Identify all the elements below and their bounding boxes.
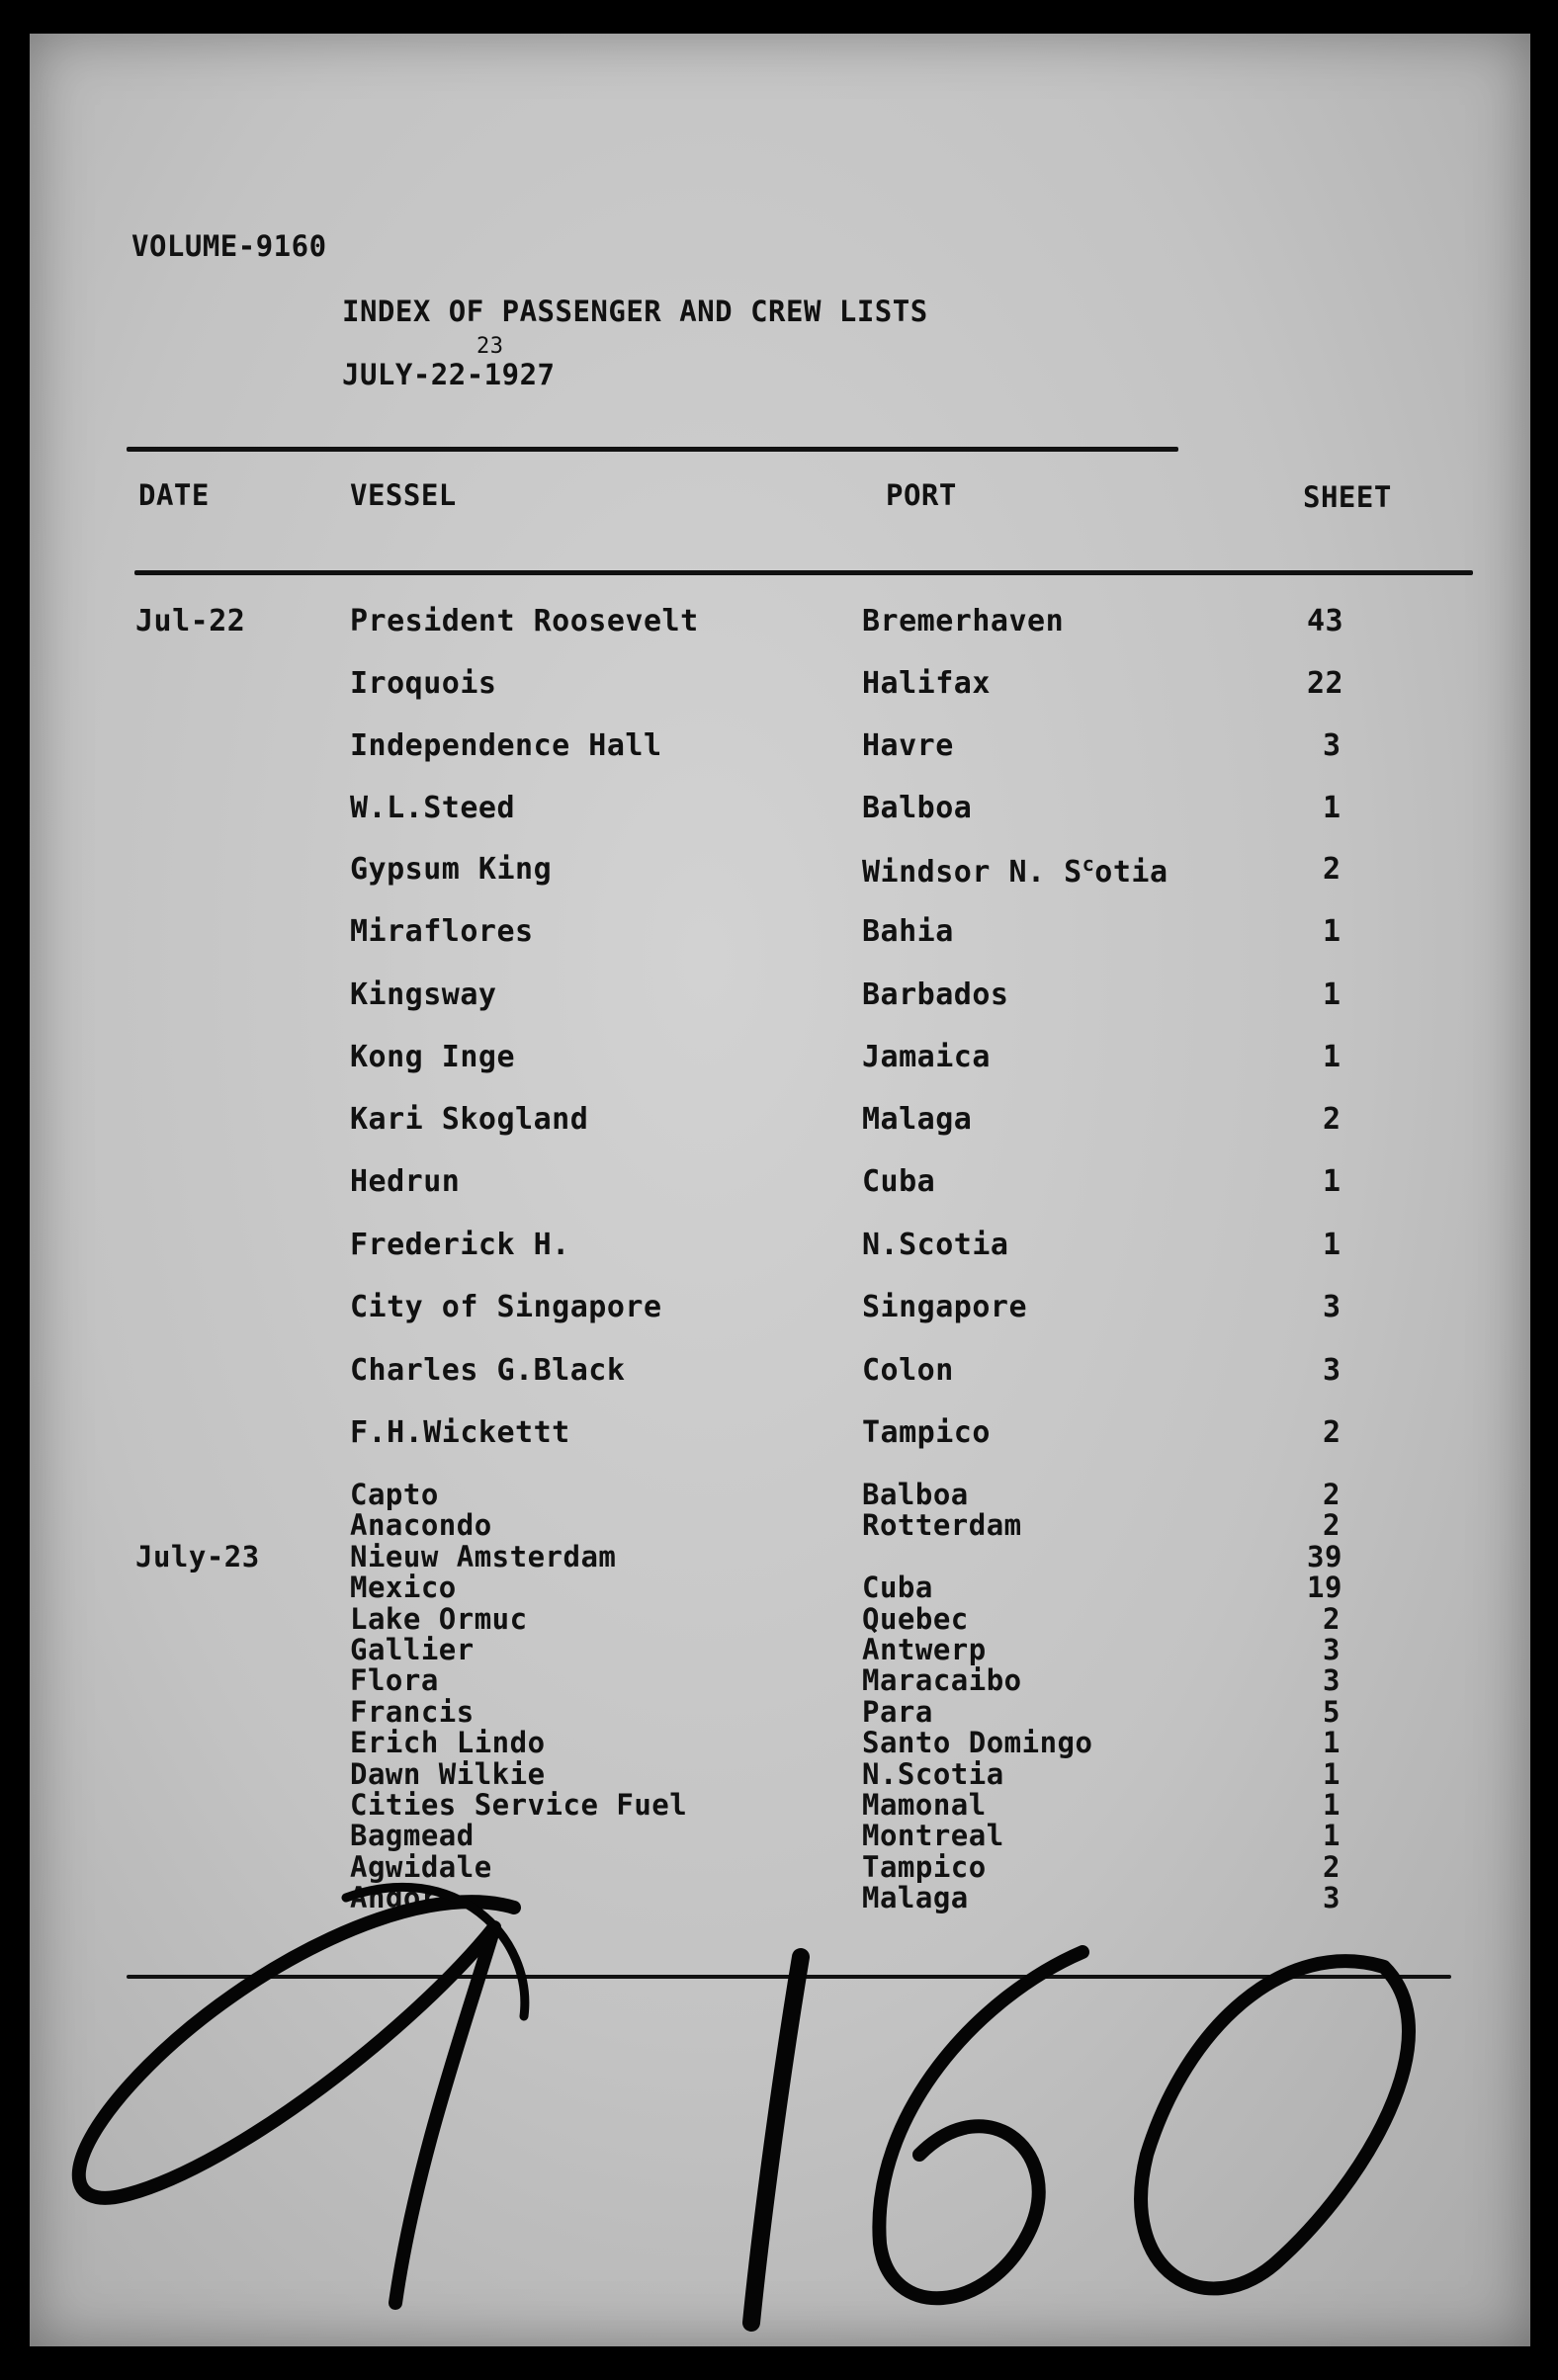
row-sheet: 2 xyxy=(1323,1601,1341,1636)
row-vessel: Cities Service Fuel xyxy=(350,1788,688,1822)
row-sheet: 3 xyxy=(1323,1633,1341,1666)
row-vessel: Capto xyxy=(350,1478,439,1511)
row-vessel: Bagmead xyxy=(350,1819,475,1853)
row-vessel: Angora xyxy=(350,1881,457,1915)
row-sheet: 19 xyxy=(1307,1571,1342,1605)
row-port: Bahia xyxy=(862,914,954,949)
date-correction: 23 xyxy=(476,334,504,359)
row-sheet: 39 xyxy=(1307,1539,1342,1573)
volume-label: VOLUME-9160 xyxy=(131,229,327,263)
row-date: July-23 xyxy=(135,1539,260,1573)
row-sheet: 2 xyxy=(1323,1508,1341,1543)
row-vessel: Lake Ormuc xyxy=(350,1601,528,1636)
row-vessel: Erich Lindo xyxy=(350,1726,546,1760)
row-sheet: 1 xyxy=(1323,1726,1341,1760)
row-port: Mamonal xyxy=(862,1788,987,1822)
row-port: Tampico xyxy=(862,1849,987,1884)
row-vessel: Mexico xyxy=(350,1571,457,1605)
row-port: Maracaibo xyxy=(862,1663,1022,1698)
row-sheet: 3 xyxy=(1323,1290,1342,1324)
row-sheet: 1 xyxy=(1323,1164,1342,1199)
document-title: INDEX OF PASSENGER AND CREW LISTS xyxy=(342,295,928,328)
row-port: Para xyxy=(862,1694,933,1729)
row-port: Windsor N. $S^cotia$ xyxy=(862,852,1168,890)
row-sheet: 1 xyxy=(1323,1228,1342,1262)
document-date: JULY-22-1927 xyxy=(342,358,556,391)
row-port: Malaga xyxy=(862,1881,969,1915)
row-vessel: Iroquois xyxy=(350,666,497,701)
row-sheet: 1 xyxy=(1323,978,1342,1012)
row-vessel: Gypsum King xyxy=(350,852,553,887)
row-sheet: 3 xyxy=(1323,728,1342,763)
row-sheet: 22 xyxy=(1307,666,1344,701)
row-vessel: F.H.Wickettt xyxy=(350,1415,570,1450)
row-sheet: 1 xyxy=(1323,914,1342,949)
row-sheet: 1 xyxy=(1323,1756,1341,1791)
row-sheet: 2 xyxy=(1323,1102,1342,1137)
row-port: Cuba xyxy=(862,1164,936,1199)
row-sheet: 1 xyxy=(1323,791,1342,825)
row-vessel: Kong Inge xyxy=(350,1040,516,1074)
row-port: N.Scotia xyxy=(862,1228,1009,1262)
row-vessel: Agwidale xyxy=(350,1849,492,1884)
row-port: Barbados xyxy=(862,978,1009,1012)
row-sheet: 3 xyxy=(1323,1881,1341,1915)
row-port: Singapore xyxy=(862,1290,1028,1324)
row-port: Balboa xyxy=(862,1478,969,1511)
row-vessel: Francis xyxy=(350,1694,475,1729)
row-sheet: 5 xyxy=(1323,1694,1341,1729)
row-sheet: 2 xyxy=(1323,852,1342,887)
row-date: Jul-22 xyxy=(135,604,246,638)
row-port: Bremerhaven xyxy=(862,604,1065,638)
row-vessel: Anacondo xyxy=(350,1508,492,1543)
row-vessel: City of Singapore xyxy=(350,1290,662,1324)
row-port: Havre xyxy=(862,728,954,763)
top-rule xyxy=(127,447,1178,452)
row-sheet: 43 xyxy=(1307,604,1344,638)
row-port: N.Scotia xyxy=(862,1756,1004,1791)
column-header-port: PORT xyxy=(886,478,957,512)
row-vessel: W.L.Steed xyxy=(350,791,516,825)
document-page xyxy=(30,34,1530,2346)
row-vessel: Flora xyxy=(350,1663,439,1698)
row-sheet: 1 xyxy=(1323,1788,1341,1822)
column-header-vessel: VESSEL xyxy=(350,478,457,512)
row-sheet: 2 xyxy=(1323,1849,1341,1884)
row-port: Tampico xyxy=(862,1415,991,1450)
bottom-rule xyxy=(127,1975,1451,1979)
row-sheet: 1 xyxy=(1323,1040,1342,1074)
row-sheet: 2 xyxy=(1323,1478,1341,1511)
row-port: Colon xyxy=(862,1353,954,1388)
row-vessel: Hedrun xyxy=(350,1164,461,1199)
row-port: Halifax xyxy=(862,666,991,701)
row-port: Balboa xyxy=(862,791,973,825)
row-vessel: Miraflores xyxy=(350,914,534,949)
row-sheet: 3 xyxy=(1323,1663,1341,1698)
row-vessel: Gallier xyxy=(350,1633,475,1666)
column-header-sheet: SHEET xyxy=(1303,480,1392,514)
row-sheet: 3 xyxy=(1323,1353,1342,1388)
row-vessel: Independence Hall xyxy=(350,728,662,763)
row-port: Cuba xyxy=(862,1571,933,1605)
row-vessel: President Roosevelt xyxy=(350,604,699,638)
row-vessel: Kingsway xyxy=(350,978,497,1012)
row-port: Rotterdam xyxy=(862,1508,1022,1543)
row-vessel: Kari Skogland xyxy=(350,1102,589,1137)
row-vessel: Dawn Wilkie xyxy=(350,1756,546,1791)
row-vessel: Frederick H. xyxy=(350,1228,570,1262)
row-port: Montreal xyxy=(862,1819,1004,1853)
row-vessel: Charles G.Black xyxy=(350,1353,626,1388)
row-port: Malaga xyxy=(862,1102,973,1137)
row-port: Quebec xyxy=(862,1601,969,1636)
header-rule xyxy=(134,570,1473,575)
row-sheet: 2 xyxy=(1323,1415,1342,1450)
row-sheet: 1 xyxy=(1323,1819,1341,1853)
column-header-date: DATE xyxy=(138,478,210,512)
row-port: Antwerp xyxy=(862,1633,987,1666)
row-vessel: Nieuw Amsterdam xyxy=(350,1539,617,1573)
row-port: Santo Domingo xyxy=(862,1726,1093,1760)
row-port: Jamaica xyxy=(862,1040,991,1074)
